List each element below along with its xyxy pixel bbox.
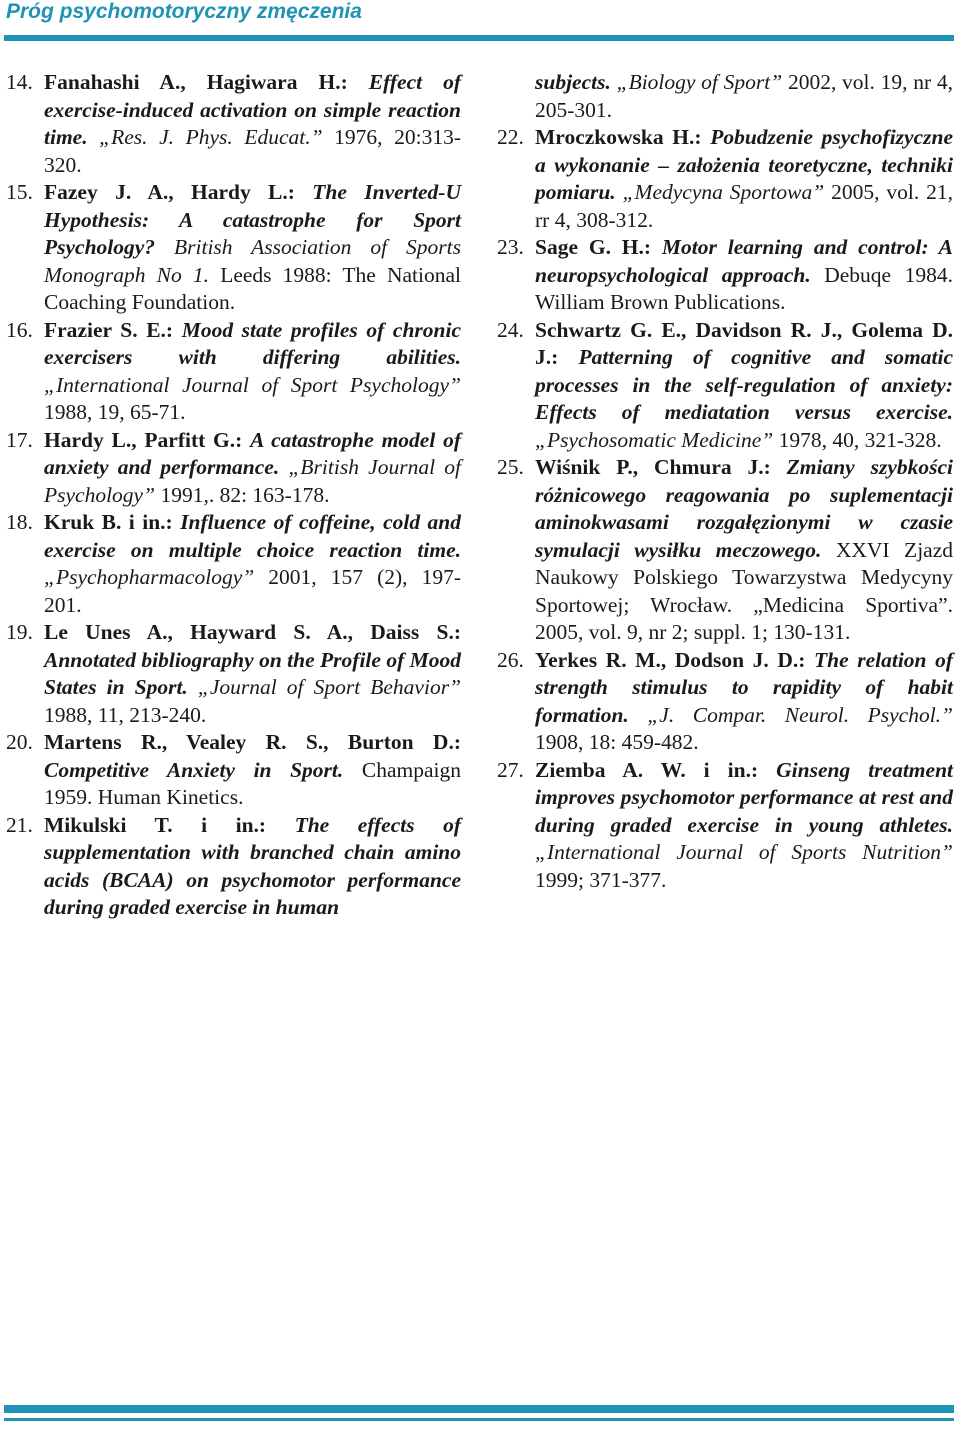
reference-number: 16.	[6, 317, 33, 342]
reference-title: The effects of supplementation with branched chain amino acids (BCAA) on psychomotor performance during graded exercise in human	[44, 812, 462, 919]
reference-details: 2002, vol. 19, nr 4, 205-301.	[535, 70, 954, 122]
reference-authors: Fanahashi A., Hagiwara H.:	[44, 70, 348, 94]
running-title: Próg psychomotoryczny zmęczenia	[6, 0, 362, 23]
reference-details: 1991,. 82: 163-178.	[160, 482, 330, 507]
reference-number: 26.	[497, 647, 524, 672]
reference-title: Motor learning and control: A neuropsychological approach.	[535, 235, 954, 287]
reference-source: „International Journal of Sports Nutrition”	[535, 840, 953, 864]
reference-authors: Martens R., Vealey R. S., Burton D.:	[44, 730, 461, 754]
reference-details: 1908, 18: 459-482.	[535, 730, 699, 754]
reference-source: „Journal of Sport Behavior”	[197, 675, 462, 699]
reference-item	[6, 729, 461, 812]
reference-item	[497, 757, 953, 895]
reference-number: 15.	[6, 180, 33, 204]
reference-title: The relation of strength stimulus to rapidity of habit formation.	[535, 647, 953, 727]
reference-continuation	[497, 69, 953, 124]
reference-title: subjects.	[535, 70, 611, 94]
reference-source: British Association of Sports Monograph No 1.	[44, 235, 461, 287]
reference-number: 24.	[497, 317, 524, 342]
reference-authors: Sage G. H.:	[535, 235, 652, 259]
reference-number: 21.	[6, 812, 33, 837]
reference-number: 18.	[6, 510, 33, 534]
reference-source: „British Journal of Psychology”	[44, 455, 461, 507]
reference-details: Debuqe 1984. William Brown Publications.	[535, 262, 953, 314]
reference-title: Effect of exercise-induced activation on simple reaction time.	[44, 70, 461, 149]
reference-authors: Fazey J. A., Hardy L.:	[44, 180, 295, 204]
reference-number: 20.	[6, 730, 33, 754]
reference-title: Competitive Anxiety in Sport.	[44, 757, 344, 782]
reference-authors: Mikulski T. i in.:	[44, 812, 267, 837]
reference-item	[6, 509, 461, 619]
reference-item	[497, 234, 953, 317]
footer-rule	[4, 1405, 954, 1413]
reference-number: 23.	[497, 235, 524, 259]
reference-number: 25.	[497, 455, 524, 479]
reference-authors: Yerkes R. M., Dodson J. D.:	[535, 647, 806, 672]
reference-item	[6, 179, 461, 317]
reference-item	[6, 619, 461, 729]
reference-number: 14.	[6, 70, 33, 94]
reference-title: Pobudzenie psychofizyczne a wykonanie – założenia teoretyczne, techniki pomiaru.	[535, 125, 953, 204]
reference-column-right	[497, 69, 953, 894]
reference-item	[497, 454, 953, 647]
reference-details: 1978, 40, 321-328.	[778, 427, 942, 452]
reference-title: Ginseng treatment improves psychomotor performance at rest and during graded exercise in young athletes.	[535, 757, 953, 837]
reference-title: Mood state profiles of chronic exercisers with differing abilities.	[44, 317, 462, 369]
footer-rule-thin	[4, 1418, 954, 1421]
reference-authors: Hardy L., Parfitt G.:	[44, 427, 243, 452]
reference-number: 19.	[6, 620, 33, 644]
header-rule	[4, 35, 954, 41]
reference-item	[6, 427, 461, 510]
reference-details: 1988, 19, 65-71.	[44, 400, 186, 424]
reference-item	[497, 124, 953, 234]
reference-number: 22.	[497, 125, 524, 149]
reference-number: 17.	[6, 427, 33, 452]
reference-item	[497, 647, 953, 757]
reference-source: „Medycyna Sportowa”	[622, 180, 825, 204]
reference-authors: Le Unes A., Hayward S. A., Daiss S.:	[44, 620, 461, 644]
reference-authors: Mroczkowska H.:	[535, 125, 702, 149]
reference-number: 27.	[497, 757, 524, 782]
reference-column-left	[6, 69, 461, 922]
reference-source: „Psychosomatic Medicine”	[535, 427, 774, 452]
reference-details: 1976, 20:313-320.	[44, 125, 462, 177]
reference-details: 2005, vol. 21, rr 4, 308-312.	[535, 180, 954, 232]
reference-details: 1988, 11, 213-240.	[44, 702, 207, 727]
reference-source: „J. Compar. Neurol. Psychol.”	[647, 702, 953, 727]
reference-authors: Kruk B. i in.:	[44, 510, 173, 534]
reference-item	[6, 812, 461, 922]
reference-details: 2001, 157 (2), 197-201.	[44, 565, 461, 617]
reference-authors: Schwartz G. E., Davidson R. J., Golema D. J.:	[535, 317, 953, 369]
reference-title: The Inverted-U Hypothesis: A catastrophe for Sport Psychology?	[44, 180, 461, 259]
reference-item	[497, 317, 953, 455]
reference-authors: Ziemba A. W. i in.:	[535, 757, 759, 782]
reference-source: „Biology of Sport”	[616, 70, 783, 94]
reference-details: XXVI Zjazd Naukowy Polskiego Towarzystwa Medycyny Sportowej; Wrocław. „Medicina Sportiva”. 2005, vol. 9, nr 2; suppl. 1; 130-131.	[535, 537, 954, 644]
reference-details: Champaign 1959. Human Kinetics.	[44, 757, 461, 809]
reference-source: „International Journal of Sport Psychology”	[44, 372, 461, 397]
reference-title: Influence of coffeine, cold and exercise on multiple choice reaction time.	[44, 510, 462, 562]
reference-authors: Wiśnik P., Chmura J.:	[535, 455, 771, 479]
reference-item	[6, 69, 461, 179]
reference-title: Annotated bibliography on the Profile of Mood States in Sport.	[44, 647, 461, 699]
reference-title: A catastrophe model of anxiety and performance.	[44, 427, 462, 479]
reference-item	[6, 317, 461, 427]
reference-source: „Psychopharmacology”	[44, 565, 255, 589]
reference-source: „Res. J. Phys. Educat.”	[99, 125, 323, 149]
reference-authors: Frazier S. E.:	[44, 317, 174, 342]
reference-details: Leeds 1988: The National Coaching Foundation.	[44, 262, 461, 314]
reference-details: 1999; 371-377.	[535, 867, 667, 892]
reference-title: Zmiany szybkości różnicowego reagowania po suplementacji aminokwasami rozgałęzionymi w czasie symulacji wysiłku meczowego.	[535, 455, 953, 562]
reference-title: Patterning of cognitive and somatic processes in the self-regulation of anxiety: Effects of mediatation versus exercise.	[535, 345, 953, 424]
